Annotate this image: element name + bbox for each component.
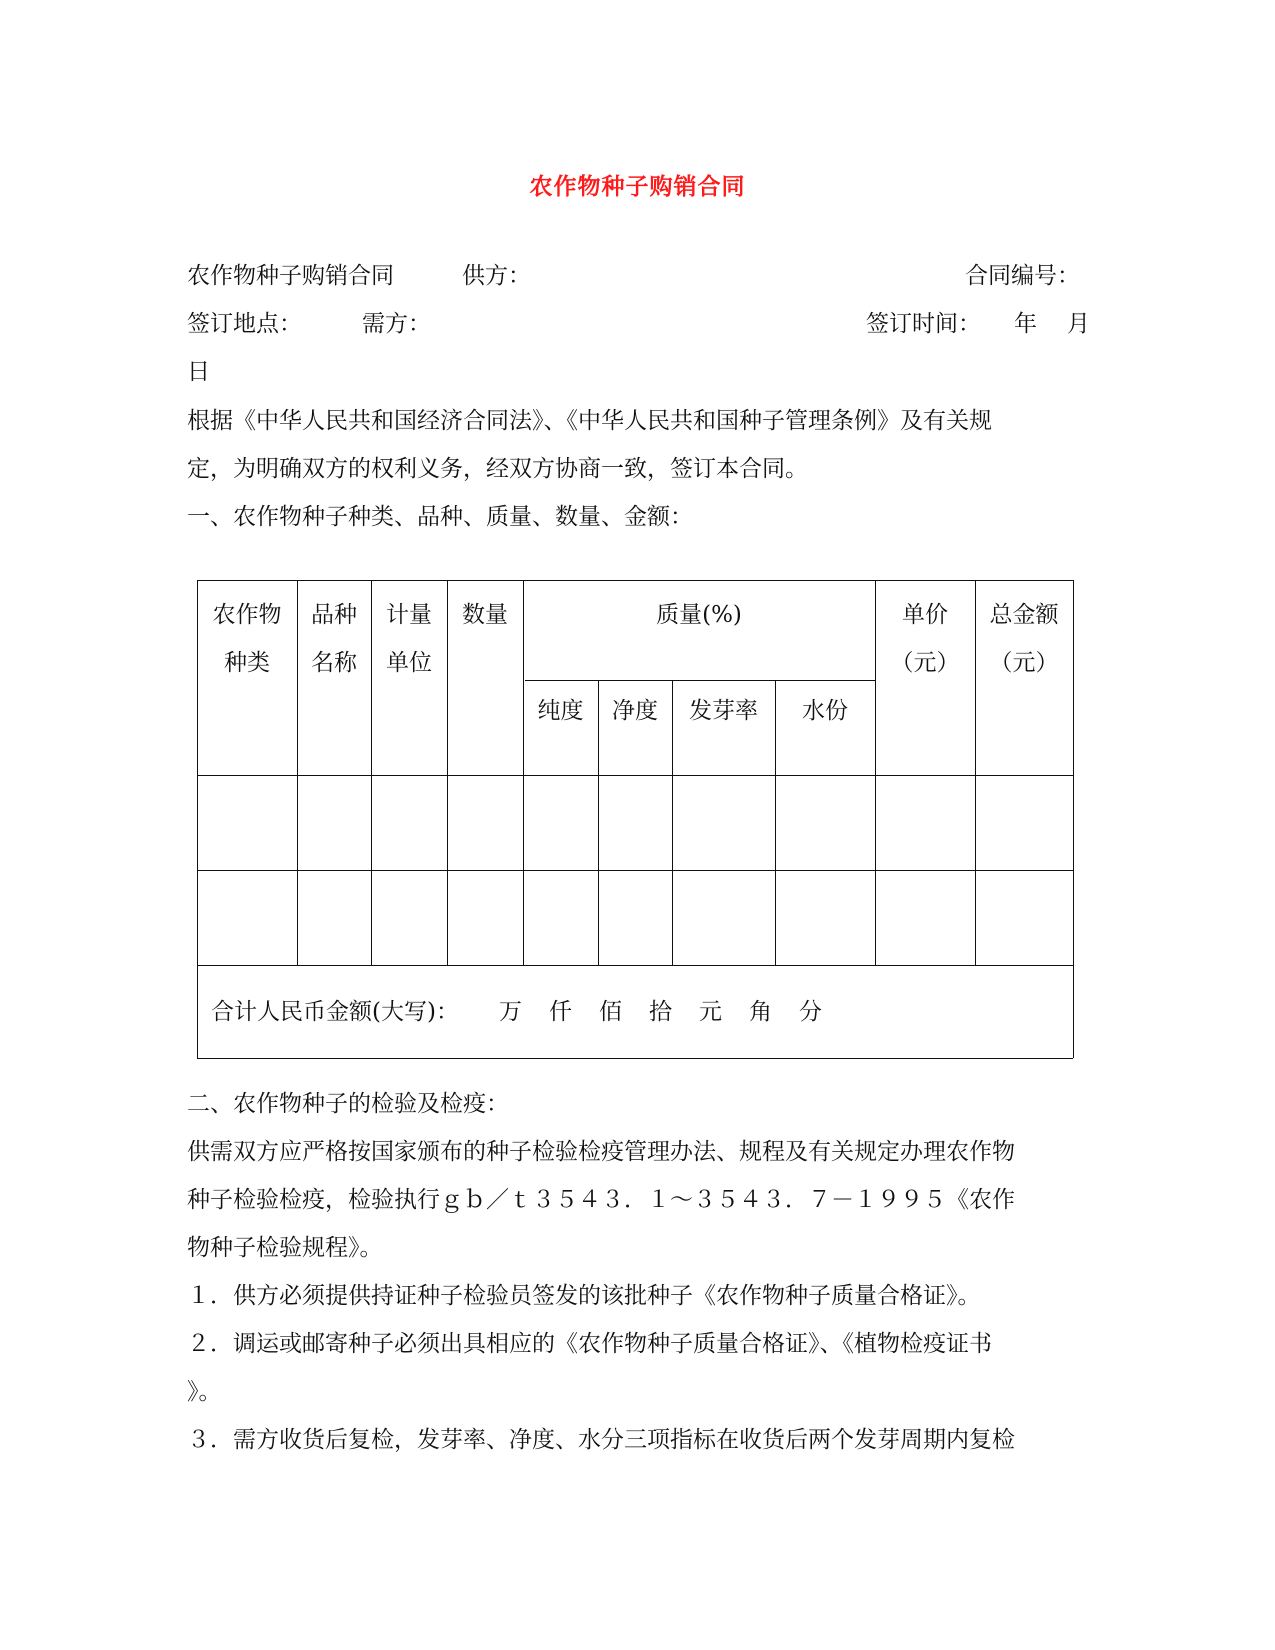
col-total-line1: 总金额 [989,602,1059,628]
section-2-item-1: １．供方必须提供持证种子检验员签发的该批种子《农作物种子质量合格证》。 [187,1283,981,1309]
col-moisture: 水份 [802,698,848,724]
unit-jiao: 角 [749,999,772,1025]
intro-line-1: 根据《中华人民共和国经济合同法》、《中华人民共和国种子管理条例》及有关规 [187,408,992,434]
sign-time-label: 签订时间： [866,311,981,337]
col-germination: 发芽率 [689,698,758,724]
day-label: 日 [187,359,210,385]
section-1-title: 一、农作物种子种类、品种、质量、数量、金额： [187,504,693,530]
unit-yuan: 元 [699,999,722,1025]
section-2-item-3: ３．需方收货后复检，发芽率、净度、水分三项指标在收货后两个发芽周期内复检 [187,1427,1015,1453]
section-2-title: 二、农作物种子的检验及检疫： [187,1091,509,1117]
contract-no-label: 合同编号： [965,263,1080,289]
seed-table [197,580,1073,1059]
section-2-p1-line2: 种子检验检疫，检验执行ｇｂ／ｔ３５４３．１～３５４３．７－１９９５《农作 [187,1187,1015,1213]
col-purity: 纯度 [537,698,584,724]
col-crop-line1: 农作物 [212,602,282,628]
col-unit-line2: 单位 [386,650,432,676]
sign-place-label: 签订地点： [187,311,302,337]
total-amount-label: 合计人民币金额(大写)： [211,999,459,1025]
col-variety-line2: 名称 [311,650,357,676]
col-cleanness: 净度 [612,698,658,724]
unit-wan: 万 [499,999,522,1025]
col-total-line2: （元） [989,650,1059,676]
intro-line-2: 定，为明确双方的权利义务，经双方协商一致，签订本合同。 [187,456,808,482]
contract-name: 农作物种子购销合同 [187,263,394,289]
col-price-line2: （元） [890,650,960,676]
col-crop-line2: 种类 [224,650,270,676]
section-2-p1-line1: 供需双方应严格按国家颁布的种子检验检疫管理办法、规程及有关规定办理农作物 [187,1139,1015,1165]
unit-fen: 分 [799,999,822,1025]
supplier-label: 供方： [462,263,531,289]
col-quality: 质量(%) [656,602,742,628]
col-variety-line1: 品种 [311,602,357,628]
section-2-item-2-line1: ２．调运或邮寄种子必须出具相应的《农作物种子质量合格证》、《植物检疫证书 [187,1331,992,1357]
col-unit-line1: 计量 [386,602,432,628]
col-price-line1: 单价 [902,602,948,628]
unit-qian: 仟 [549,999,572,1025]
month-label: 月 [1067,311,1090,337]
section-2-item-2-line2: 》。 [187,1379,222,1405]
document-title: 农作物种子购销合同 [529,174,746,200]
section-2-p1-line3: 物种子检验规程》。 [187,1235,383,1261]
unit-shi: 拾 [649,999,672,1025]
col-quantity: 数量 [462,602,508,628]
unit-bai: 佰 [599,999,622,1025]
buyer-label: 需方： [362,311,431,337]
year-label: 年 [1014,311,1037,337]
